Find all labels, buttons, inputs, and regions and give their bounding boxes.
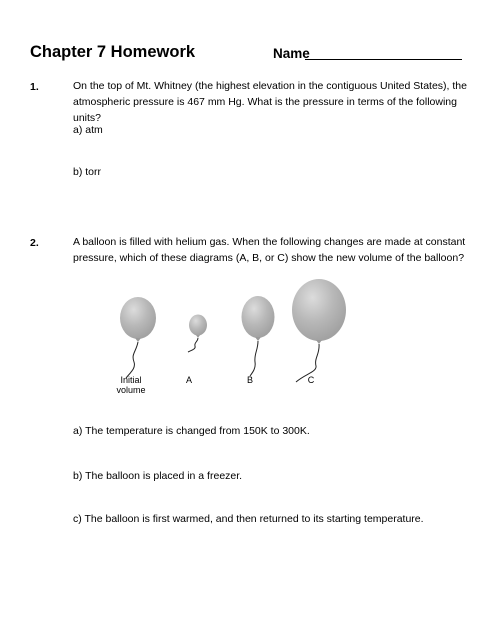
balloon-initial-knot: [135, 338, 141, 342]
balloon-b-string: [250, 341, 258, 376]
question-1-part-b: b) torr: [73, 166, 102, 178]
label-a: A: [185, 375, 192, 385]
question-1-text: On the top of Mt. Whitney (the highest elevation in the contiguous United States), the atmospheric pressure is 467 mm Hg. What is the pressure in terms of the following units?: [73, 80, 467, 124]
balloon-b-knot: [255, 337, 261, 341]
name-blank-line: [305, 59, 462, 60]
balloon-initial-string: [126, 342, 138, 378]
question-2-number: 2.: [30, 237, 39, 249]
balloon-b: [242, 296, 275, 338]
question-2-text: A balloon is filled with helium gas. When the following changes are made at constant pressure, which of these diagrams (A, B, or C) show the new volume of the balloon?: [73, 236, 466, 264]
name-label: Name: [273, 46, 310, 61]
question-2-part-b: b) The balloon is placed in a freezer.: [73, 470, 243, 482]
page-title: Chapter 7 Homework: [30, 43, 196, 61]
balloon-a-string: [188, 338, 198, 352]
question-2-part-a: a) The temperature is changed from 150K to 300K.: [73, 425, 310, 437]
balloon-a: [189, 315, 207, 336]
label-initial-line2: volume: [116, 385, 146, 395]
label-initial-line1: Initial: [120, 375, 142, 385]
label-initial-volume: [110, 375, 152, 395]
balloon-a-knot: [196, 335, 200, 338]
question-1-number: 1.: [30, 81, 39, 93]
balloon-c: [292, 279, 346, 341]
label-b: B: [246, 375, 253, 385]
question-1-part-a: a) atm: [73, 124, 103, 136]
balloon-c-knot: [316, 340, 322, 344]
balloon-initial: [120, 297, 156, 339]
label-c: C: [307, 375, 315, 385]
question-2-part-c: c) The balloon is first warmed, and then returned to its starting temperature.: [73, 513, 424, 525]
